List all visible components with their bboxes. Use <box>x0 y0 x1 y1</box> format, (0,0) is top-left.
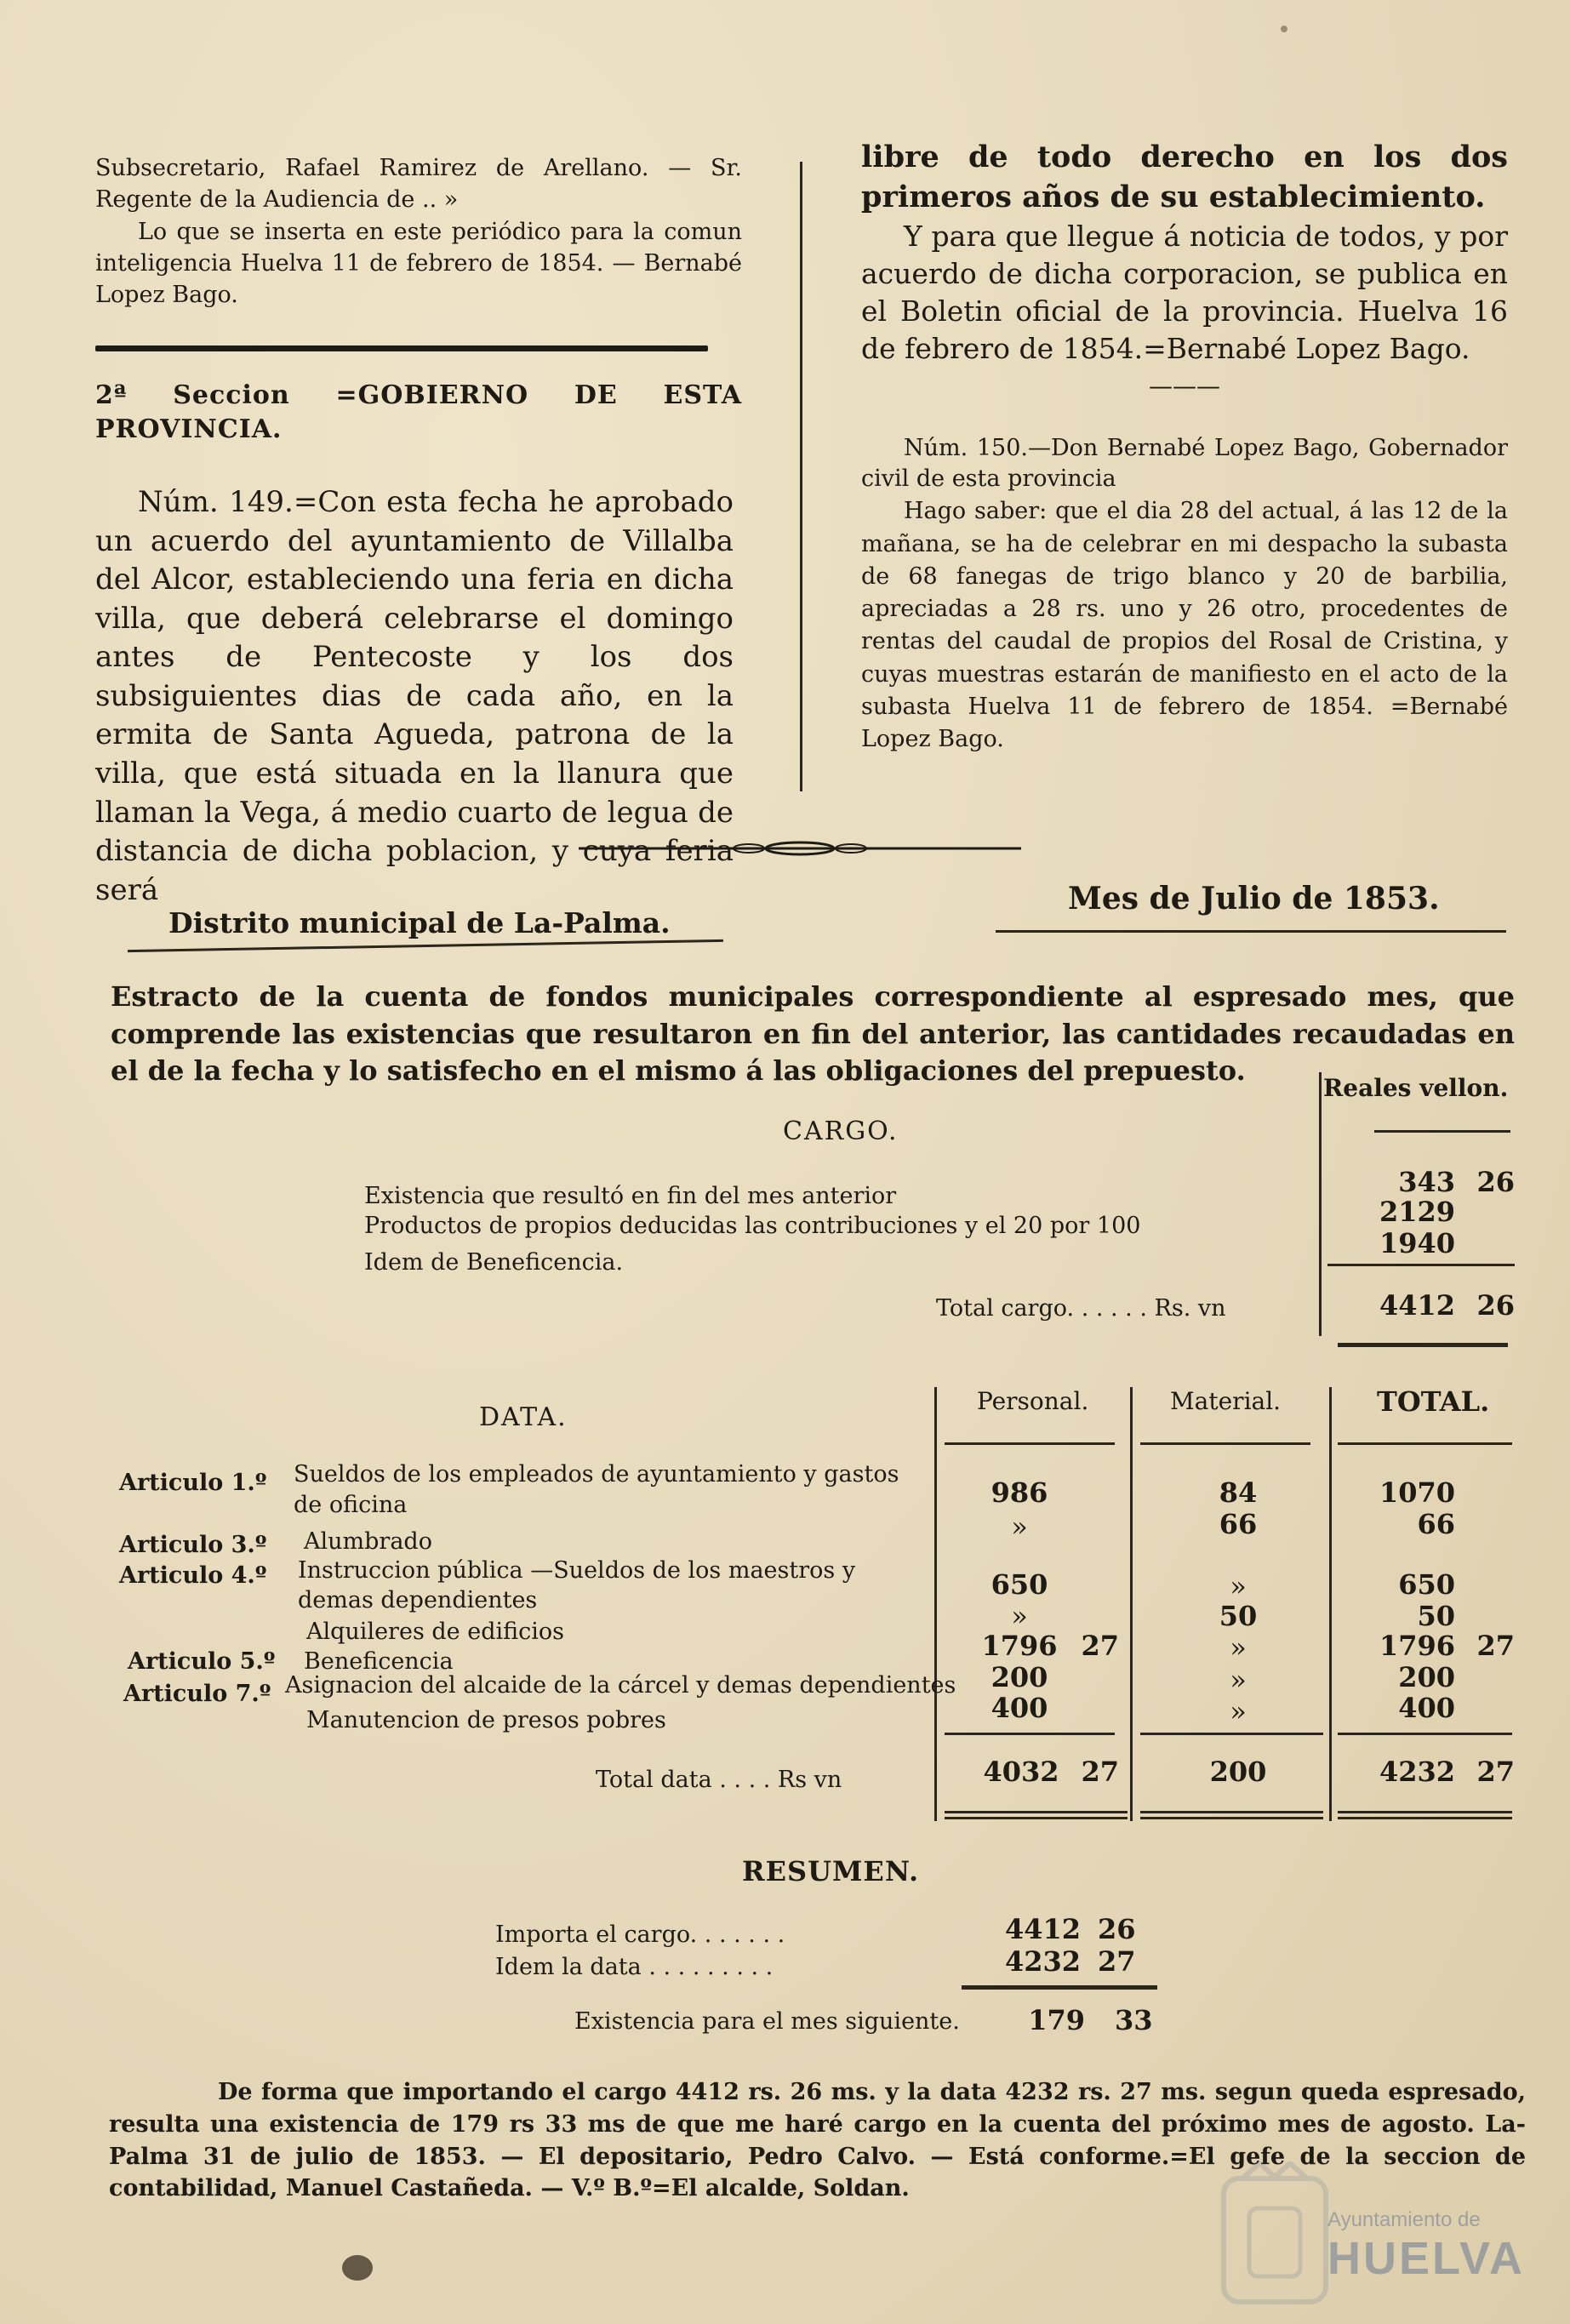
watermark-line-1: Ayuntamiento de <box>1327 2208 1481 2231</box>
cargo-heading: CARGO. <box>783 1116 899 1146</box>
resumen-label-2: Idem la data . . . . . . . . . <box>495 1954 774 1980</box>
ink-stain <box>342 2255 373 2281</box>
left-column <box>95 153 742 910</box>
cargo-row-label-3: Idem de Beneficencia. <box>364 1249 624 1276</box>
data-material-2: 66 <box>1219 1508 1258 1540</box>
data-heading: DATA. <box>479 1402 568 1432</box>
data-personal-5: 1796 <box>981 1630 1058 1662</box>
data-label-5: Beneficencia <box>304 1648 454 1675</box>
data-label-7: Asignacion del alcaide de la cárcel y demas dependientes <box>285 1672 956 1699</box>
data-header-rule-2 <box>1140 1442 1310 1445</box>
data-article-5: Articulo 5.º <box>128 1648 276 1675</box>
data-label-8: Manutencion de presos pobres <box>306 1707 666 1733</box>
data-material-4: 50 <box>1219 1600 1258 1632</box>
cargo-total-rule <box>1338 1343 1508 1347</box>
resumen-final-cents: 33 <box>1115 2004 1153 2036</box>
cargo-total-label: Total cargo. . . . . . Rs. vn <box>936 1295 1226 1322</box>
data-total-2: 66 <box>1417 1508 1455 1540</box>
district-intro: Estracto de la cuenta de fondos municipales correspondiente al espresado mes, que comprende las existencias que resultaron en fin del anterior, las cantidades recaudadas en el de la fecha y lo satisfecho en el mismo á las obligaciones del prepuesto. <box>111 980 1515 1088</box>
data-total-3: 650 <box>1398 1568 1455 1601</box>
left-para-2: Lo que se inserta en este periódico para la comun inteligencia Huelva 11 de febrero de 1854. — Bernabé Lopez Bago. <box>95 219 742 308</box>
right-para-3: Núm. 150.—Don Bernabé Lopez Bago, Gobernador civil de esta provincia <box>861 434 1508 493</box>
data-final-rule-3b <box>1338 1817 1512 1819</box>
right-para-2: Y para que llegue á noticia de todos, y por acuerdo de dicha corporacion, se publica en el Boletin oficial de la provincia. Huelva 16 de febrero de 1854.=Bernabé Lopez Bago. <box>861 219 1508 366</box>
data-article-7: Articulo 7.º <box>123 1681 271 1707</box>
data-material-3: » <box>1230 1570 1247 1602</box>
data-material-1: 84 <box>1219 1476 1258 1509</box>
data-sum-rule-2 <box>1140 1733 1323 1735</box>
resumen-final-value: 179 <box>1028 2004 1085 2036</box>
data-total-7: 400 <box>1398 1692 1455 1724</box>
column-divider <box>800 162 802 791</box>
cargo-value-1: 343 <box>1398 1166 1455 1198</box>
data-vrule-1 <box>934 1387 937 1821</box>
data-final-rule-1b <box>945 1817 1128 1819</box>
left-para-3: Núm. 149.=Con esta fecha he aprobado un acuerdo del ayuntamiento de Villalba del Alcor, estableciendo una feria en dicha villa, que deberá celebrarse el domingo antes de Pentecoste y los dos subsiguientes dias de cada año, en la ermita de Santa Agueda, patrona de la villa, que está situada en la llanura que llaman la Vega, á medio cuarto de legua de distancia de dicha poblacion, y cuya feria será <box>95 485 734 907</box>
data-header-rule-1 <box>945 1442 1115 1445</box>
ornament-divider <box>579 838 1021 859</box>
data-sum-rule-1 <box>945 1733 1115 1735</box>
month-title: Mes de Julio de 1853. <box>1068 881 1440 916</box>
data-final-rule-2a <box>1140 1811 1323 1813</box>
cargo-row-label-2: Productos de propios deducidas las contribuciones y el 20 por 100 <box>364 1213 1141 1239</box>
watermark <box>1327 2208 1525 2285</box>
data-total-4: 50 <box>1417 1600 1455 1632</box>
col-material-header: Material. <box>1170 1387 1282 1415</box>
col-total-header: TOTAL. <box>1377 1385 1490 1418</box>
paper-spot <box>1281 26 1287 32</box>
cargo-total-cents: 26 <box>1476 1289 1515 1322</box>
data-total-1: 1070 <box>1379 1476 1455 1509</box>
resumen-cents-1: 26 <box>1098 1913 1136 1945</box>
data-article-3: Articulo 4.º <box>119 1562 267 1589</box>
data-personal-7: 400 <box>991 1692 1048 1724</box>
cargo-cents-1: 26 <box>1476 1166 1515 1198</box>
data-total-material: 200 <box>1209 1756 1267 1788</box>
resumen-cents-2: 27 <box>1098 1945 1136 1978</box>
month-title-underline <box>996 930 1506 933</box>
data-total-label: Total data . . . . Rs vn <box>596 1767 842 1793</box>
data-personal-3: 650 <box>991 1568 1048 1601</box>
data-material-6: » <box>1230 1664 1247 1696</box>
data-personal-2: » <box>1011 1510 1028 1543</box>
data-material-5: » <box>1230 1631 1247 1664</box>
data-total-6: 200 <box>1398 1661 1455 1693</box>
data-final-rule-2b <box>1140 1817 1323 1819</box>
district-title: Distrito municipal de La-Palma. <box>168 906 671 939</box>
data-total-personal-cents: 27 <box>1081 1756 1119 1788</box>
cargo-row-label-1: Existencia que resultó en fin del mes anterior <box>364 1183 897 1209</box>
resumen-final-label: Existencia para el mes siguiente. <box>574 2008 960 2035</box>
data-label-4: Alquileres de edificios <box>306 1619 564 1645</box>
cargo-sum-rule <box>1327 1264 1515 1266</box>
cargo-total-value: 4412 <box>1379 1289 1455 1322</box>
data-label-3: Instruccion pública —Sueldos de los maestros y demas dependientes <box>298 1557 856 1614</box>
data-total-cents-5: 27 <box>1476 1630 1515 1662</box>
data-personal-6: 200 <box>991 1661 1048 1693</box>
resumen-rule <box>962 1985 1157 1990</box>
data-vrule-2 <box>1130 1387 1133 1821</box>
data-final-rule-3a <box>1338 1811 1512 1813</box>
right-para-4: Hago saber: que el dia 28 del actual, á las 12 de la mañana, se ha de celebrar en mi despacho la subasta de 68 fanegas de trigo blanco y 20 de barbilia, apreciadas a 28 rs. uno y 26 otro, procedentes de rentas del caudal de propios del Rosal de Cristina, y cuyas muestras estarán de manifiesto en el acto de la subasta Huelva 11 de febrero de 1854. =Bernabé Lopez Bago. <box>861 498 1508 753</box>
right-column <box>861 138 1508 757</box>
district-title-underline <box>128 939 723 952</box>
section-rule <box>95 345 708 351</box>
data-label-2: Alumbrado <box>304 1528 432 1555</box>
data-header-rule-3 <box>1338 1442 1512 1445</box>
data-article-2: Articulo 3.º <box>119 1532 267 1558</box>
data-total-5: 1796 <box>1379 1630 1455 1662</box>
data-article-1: Articulo 1.º <box>119 1470 267 1496</box>
right-separator: ——— <box>1149 371 1220 400</box>
resumen-value-2: 4232 <box>1004 1945 1081 1978</box>
cargo-value-2: 2129 <box>1379 1196 1455 1228</box>
data-final-rule-1a <box>945 1811 1128 1813</box>
data-total-personal: 4032 <box>983 1756 1059 1788</box>
left-para-1: Subsecretario, Rafael Ramirez de Arellano. — Sr. Regente de la Audiencia de .. » <box>95 155 742 213</box>
cargo-value-3: 1940 <box>1379 1227 1455 1259</box>
resumen-value-1: 4412 <box>1004 1913 1081 1945</box>
cargo-header-rule <box>1374 1130 1510 1133</box>
data-total-total-cents: 27 <box>1476 1756 1515 1788</box>
data-material-7: » <box>1230 1695 1247 1727</box>
data-vrule-3 <box>1329 1387 1332 1821</box>
data-personal-cents-5: 27 <box>1081 1630 1119 1662</box>
data-personal-1: 986 <box>991 1476 1048 1509</box>
cargo-col-header: Reales vellon. <box>1323 1074 1509 1102</box>
section-heading: 2ª Seccion =GOBIERNO DE ESTA PROVINCIA. <box>95 380 742 445</box>
watermark-line-2: HUELVA <box>1327 2233 1525 2284</box>
cargo-vrule <box>1319 1072 1322 1336</box>
data-sum-rule-3 <box>1338 1733 1512 1735</box>
right-para-1: libre de todo derecho en los dos primeros años de su establecimiento. <box>861 140 1508 214</box>
col-personal-header: Personal. <box>977 1387 1089 1415</box>
resumen-heading: RESUMEN. <box>742 1855 920 1887</box>
data-label-1: Sueldos de los empleados de ayuntamiento y gastos de oficina <box>294 1461 899 1519</box>
closing-paragraph: De forma que importando el cargo 4412 rs. 26 ms. y la data 4232 rs. 27 ms. segun queda espresado, resulta una existencia de 179 rs 33 ms de que me haré cargo en la cuenta del próximo mes de agosto. La-Palma 31 de julio de 1853. — El depositario, Pedro Calvo. — Está conforme.=El gefe de la seccion de contabilidad, Manuel Castañeda. — V.º B.º=El alcalde, Soldan. <box>109 2079 1526 2202</box>
resumen-label-1: Importa el cargo. . . . . . . <box>495 1921 785 1948</box>
data-personal-4: » <box>1011 1600 1028 1632</box>
data-total-total: 4232 <box>1379 1756 1455 1788</box>
